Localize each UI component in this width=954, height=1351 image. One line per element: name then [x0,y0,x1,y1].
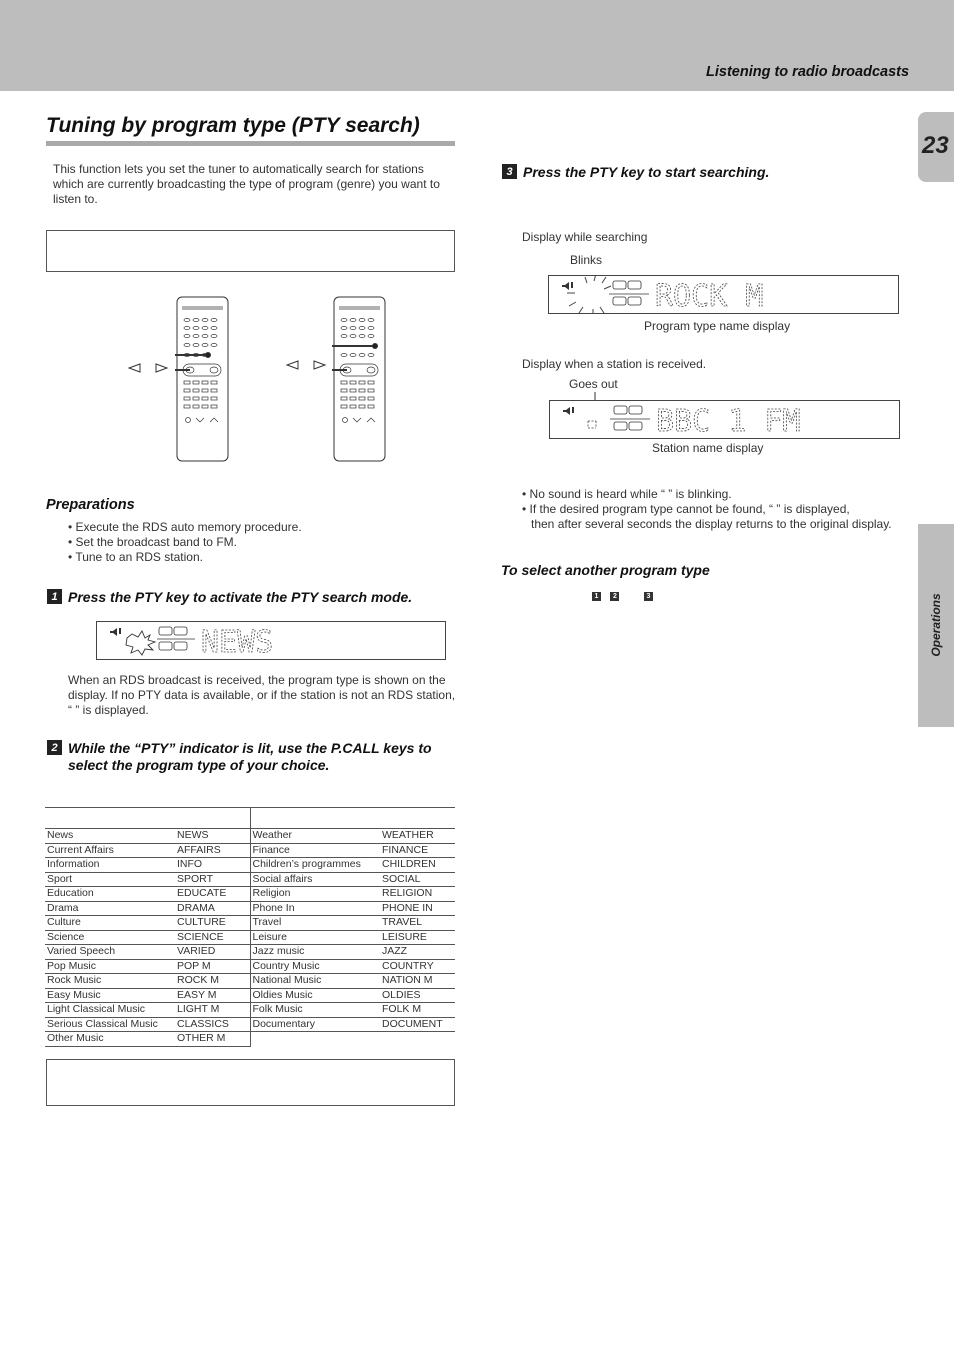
display-name: SPORT [175,872,250,887]
intro-paragraph: This function lets you set the tuner to automatically search for stations which are currently broadcasting the type of program (genre) you want to listen to. [53,162,440,206]
table-row [45,930,455,945]
preparation-item: • Execute the RDS auto memory procedure. [68,520,302,535]
display-name: PHONE IN [380,901,455,916]
step-1-note-line: display. If no PTY data is available, or if the station is not an RDS station, [68,688,456,702]
display-name: LIGHT M [175,1003,250,1018]
program-type-name: Travel [250,916,380,931]
program-type-name: National Music [250,974,380,989]
step-2-badge: 2 [47,740,62,755]
program-type-name: Easy Music [45,988,175,1003]
display-name: DOCUMENT [380,1017,455,1032]
display-name [380,1032,455,1047]
note-box-bottom [46,1059,455,1106]
remote-control-illustration [120,292,400,467]
table-row [45,872,455,887]
program-type-name: Drama [45,901,175,916]
program-type-name: Other Music [45,1032,175,1047]
note-item-continuation: then after several seconds the display returns to the original display. [531,517,892,531]
lcd-searching-graphic [549,276,898,313]
display-name: CULTURE [175,916,250,931]
display-name: FINANCE [380,843,455,858]
display-name: CLASSICS [175,1017,250,1032]
program-type-name: Weather [250,829,380,844]
step-1-note-line: When an RDS broadcast is received, the program type is shown on the [68,673,446,687]
program-type-name: Culture [45,916,175,931]
program-type-name: Information [45,858,175,873]
display-name: INFO [175,858,250,873]
program-type-name: Light Classical Music [45,1003,175,1018]
step-2-line: select the program type of your choice. [68,757,330,773]
preparations-heading: Preparations [46,497,135,513]
display-name: OTHER M [175,1032,250,1047]
goes-out-label: Goes out [569,377,618,391]
program-type-name: Oldies Music [250,988,380,1003]
step-3-text: Press the PTY key to start searching. [523,164,770,180]
page-title: Tuning by program type (PTY search) [46,114,420,137]
step-1-note [68,673,456,718]
program-type-name: Finance [250,843,380,858]
program-type-name-label: Program type name display [644,319,791,333]
blinks-label: Blinks [570,253,603,267]
searching-label: Display while searching [522,230,648,244]
step-2-line: While the “PTY” indicator is lit, use the P.CALL keys to [68,740,432,756]
display-name: NATION M [380,974,455,989]
lcd-searching [548,275,899,314]
lcd-station [549,400,900,439]
note-item: • If the desired program type cannot be found, “ ” is displayed, [522,502,912,517]
section-title: Listening to radio broadcasts [706,64,910,80]
display-name: JAZZ [380,945,455,960]
preparation-item: • Tune to an RDS station. [68,550,302,565]
program-type-name: News [45,829,175,844]
lcd-step1-graphic [97,622,445,659]
mini-step-3: 3 [644,592,653,601]
preparations-list [68,520,302,565]
display-name: ROCK M [175,974,250,989]
step-2-text [68,740,432,774]
display-name: AFFAIRS [175,843,250,858]
program-type-name: Phone In [250,901,380,916]
step-1-text: Press the PTY key to activate the PTY search mode. [68,589,413,605]
program-type-name: Serious Classical Music [45,1017,175,1032]
program-type-name: Jazz music [250,945,380,960]
lcd-searching-text: ROCK M [655,279,764,313]
display-name: SOCIAL [380,872,455,887]
display-name: RELIGION [380,887,455,902]
table-row [45,858,455,873]
program-type-name: Current Affairs [45,843,175,858]
page-number: 23 [922,132,949,159]
table-row [45,829,455,844]
side-tab-label: Operations [929,593,943,657]
table-row [45,887,455,902]
program-type-name: Children’s programmes [250,858,380,873]
table-row [45,901,455,916]
lcd-station-graphic [550,401,899,438]
program-type-name: Education [45,887,175,902]
display-name: FOLK M [380,1003,455,1018]
table-row [45,974,455,989]
table-row [45,945,455,960]
table-header-row [45,808,455,829]
lcd-step1-text: NEWS [201,625,274,659]
display-name: EASY M [175,988,250,1003]
display-name: DRAMA [175,901,250,916]
step-1-badge: 1 [47,589,62,604]
display-name: COUNTRY [380,959,455,974]
program-type-name: Leisure [250,930,380,945]
program-type-name: Religion [250,887,380,902]
display-name: OLDIES [380,988,455,1003]
note-box-top [46,230,455,272]
program-type-name: Sport [45,872,175,887]
display-name: TRAVEL [380,916,455,931]
display-name: WEATHER [380,829,455,844]
station-name-label: Station name display [652,441,764,455]
step-3-badge: 3 [502,164,517,179]
display-name: SCIENCE [175,930,250,945]
program-type-name: Documentary [250,1017,380,1032]
remote-right [287,297,385,461]
step-1-note-line: “ ” is displayed. [68,703,149,717]
remote-left [129,297,228,461]
program-type-name: Pop Music [45,959,175,974]
display-name: VARIED [175,945,250,960]
program-type-name: Rock Music [45,974,175,989]
program-type-name [250,1032,380,1047]
note-item: • No sound is heard while “ ” is blinking. [522,487,912,502]
table-row [45,988,455,1003]
mini-step-1: 1 [592,592,601,601]
received-label: Display when a station is received. [522,357,707,371]
table-row [45,1003,455,1018]
preparation-item: • Set the broadcast band to FM. [68,535,302,550]
program-type-name: Folk Music [250,1003,380,1018]
display-name: POP M [175,959,250,974]
lcd-step1 [96,621,446,660]
program-type-name: Varied Speech [45,945,175,960]
display-name: LEISURE [380,930,455,945]
notes-list [522,487,912,532]
other-type-heading: To select another program type [501,562,710,578]
title-rule [46,141,455,146]
pty-table [45,807,455,1047]
program-type-name: Social affairs [250,872,380,887]
table-row [45,916,455,931]
program-type-name: Country Music [250,959,380,974]
other-type-step-refs [592,585,653,603]
display-name: CHILDREN [380,858,455,873]
table-row [45,959,455,974]
table-row [45,843,455,858]
display-name: NEWS [175,829,250,844]
mini-step-2: 2 [610,592,619,601]
program-type-name: Science [45,930,175,945]
lcd-station-text: BBC 1 FM [656,404,801,438]
display-name: EDUCATE [175,887,250,902]
table-row [45,1032,455,1047]
table-row [45,1017,455,1032]
